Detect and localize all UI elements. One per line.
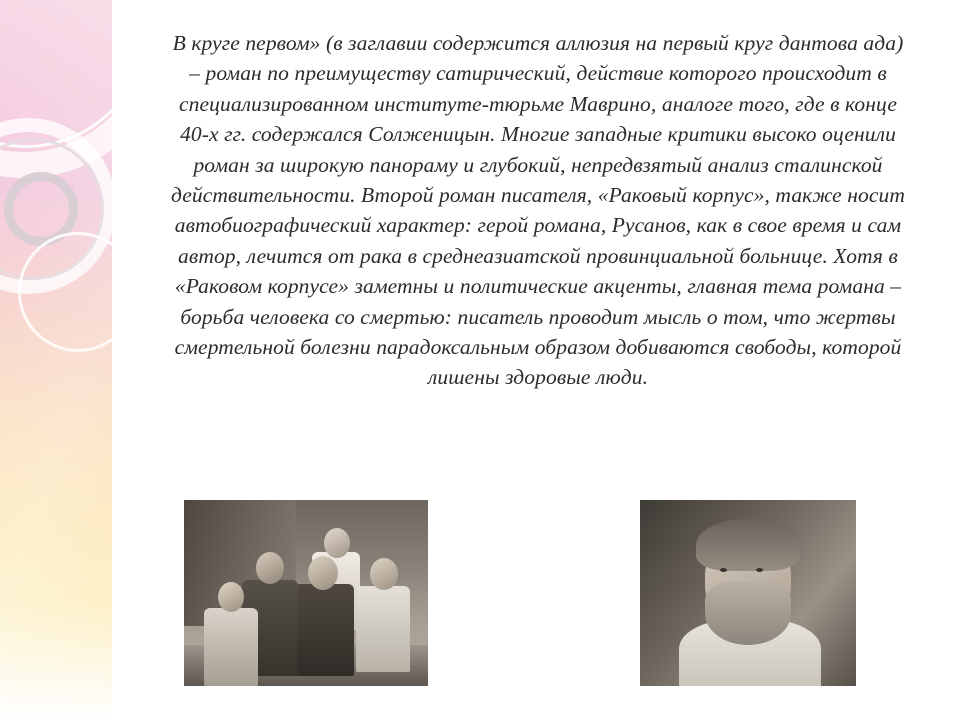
- group-photo: [184, 500, 428, 686]
- group-photo-head-standing-woman: [324, 528, 350, 558]
- group-photo-figure-man-right: [356, 586, 410, 672]
- slide-body-text: В круге первом» (в заглавии содержится аллюзия на первый круг дантова ада) – роман по преимуществу сатирический, действие которого происходит в специализированном институте-тюрьме Маврино, аналоге того, где в конце 40-х гг. содержался Солженицын. Многие западные критики высоко оценили роман за широкую панораму и глубокий, непредвзятый анализ сталинской действительности. Второй роман писателя, «Раковый корпус», также носит автобиографический характер: герой романа, Русанов, как в свое время и сам автор, лечится от рака в среднеазиатской провинциальной больнице. Хотя в «Раковом корпусе» заметны и политические акценты, главная тема романа – борьба человека со смертью: писатель проводит мысль о том, что жертвы смертельной болезни парадоксальным образом добиваются свободы, которой лишены здоровые люди.: [171, 31, 905, 390]
- group-photo-figure-seated-woman: [204, 608, 258, 686]
- group-photo-head-seated-woman: [218, 582, 244, 612]
- portrait-beard: [705, 582, 791, 645]
- decorative-gradient-band: [0, 0, 112, 720]
- group-photo-head-man-center: [308, 556, 338, 590]
- group-photo-head-man-right: [370, 558, 398, 590]
- group-photo-head-young-man: [256, 552, 284, 584]
- portrait-eye-right: [756, 568, 763, 572]
- portrait-hair: [696, 519, 800, 571]
- portrait-photo: [640, 500, 856, 686]
- group-photo-figure-man-center: [294, 584, 354, 676]
- decorative-band-sheen: [0, 0, 112, 720]
- portrait-eye-left: [720, 568, 727, 572]
